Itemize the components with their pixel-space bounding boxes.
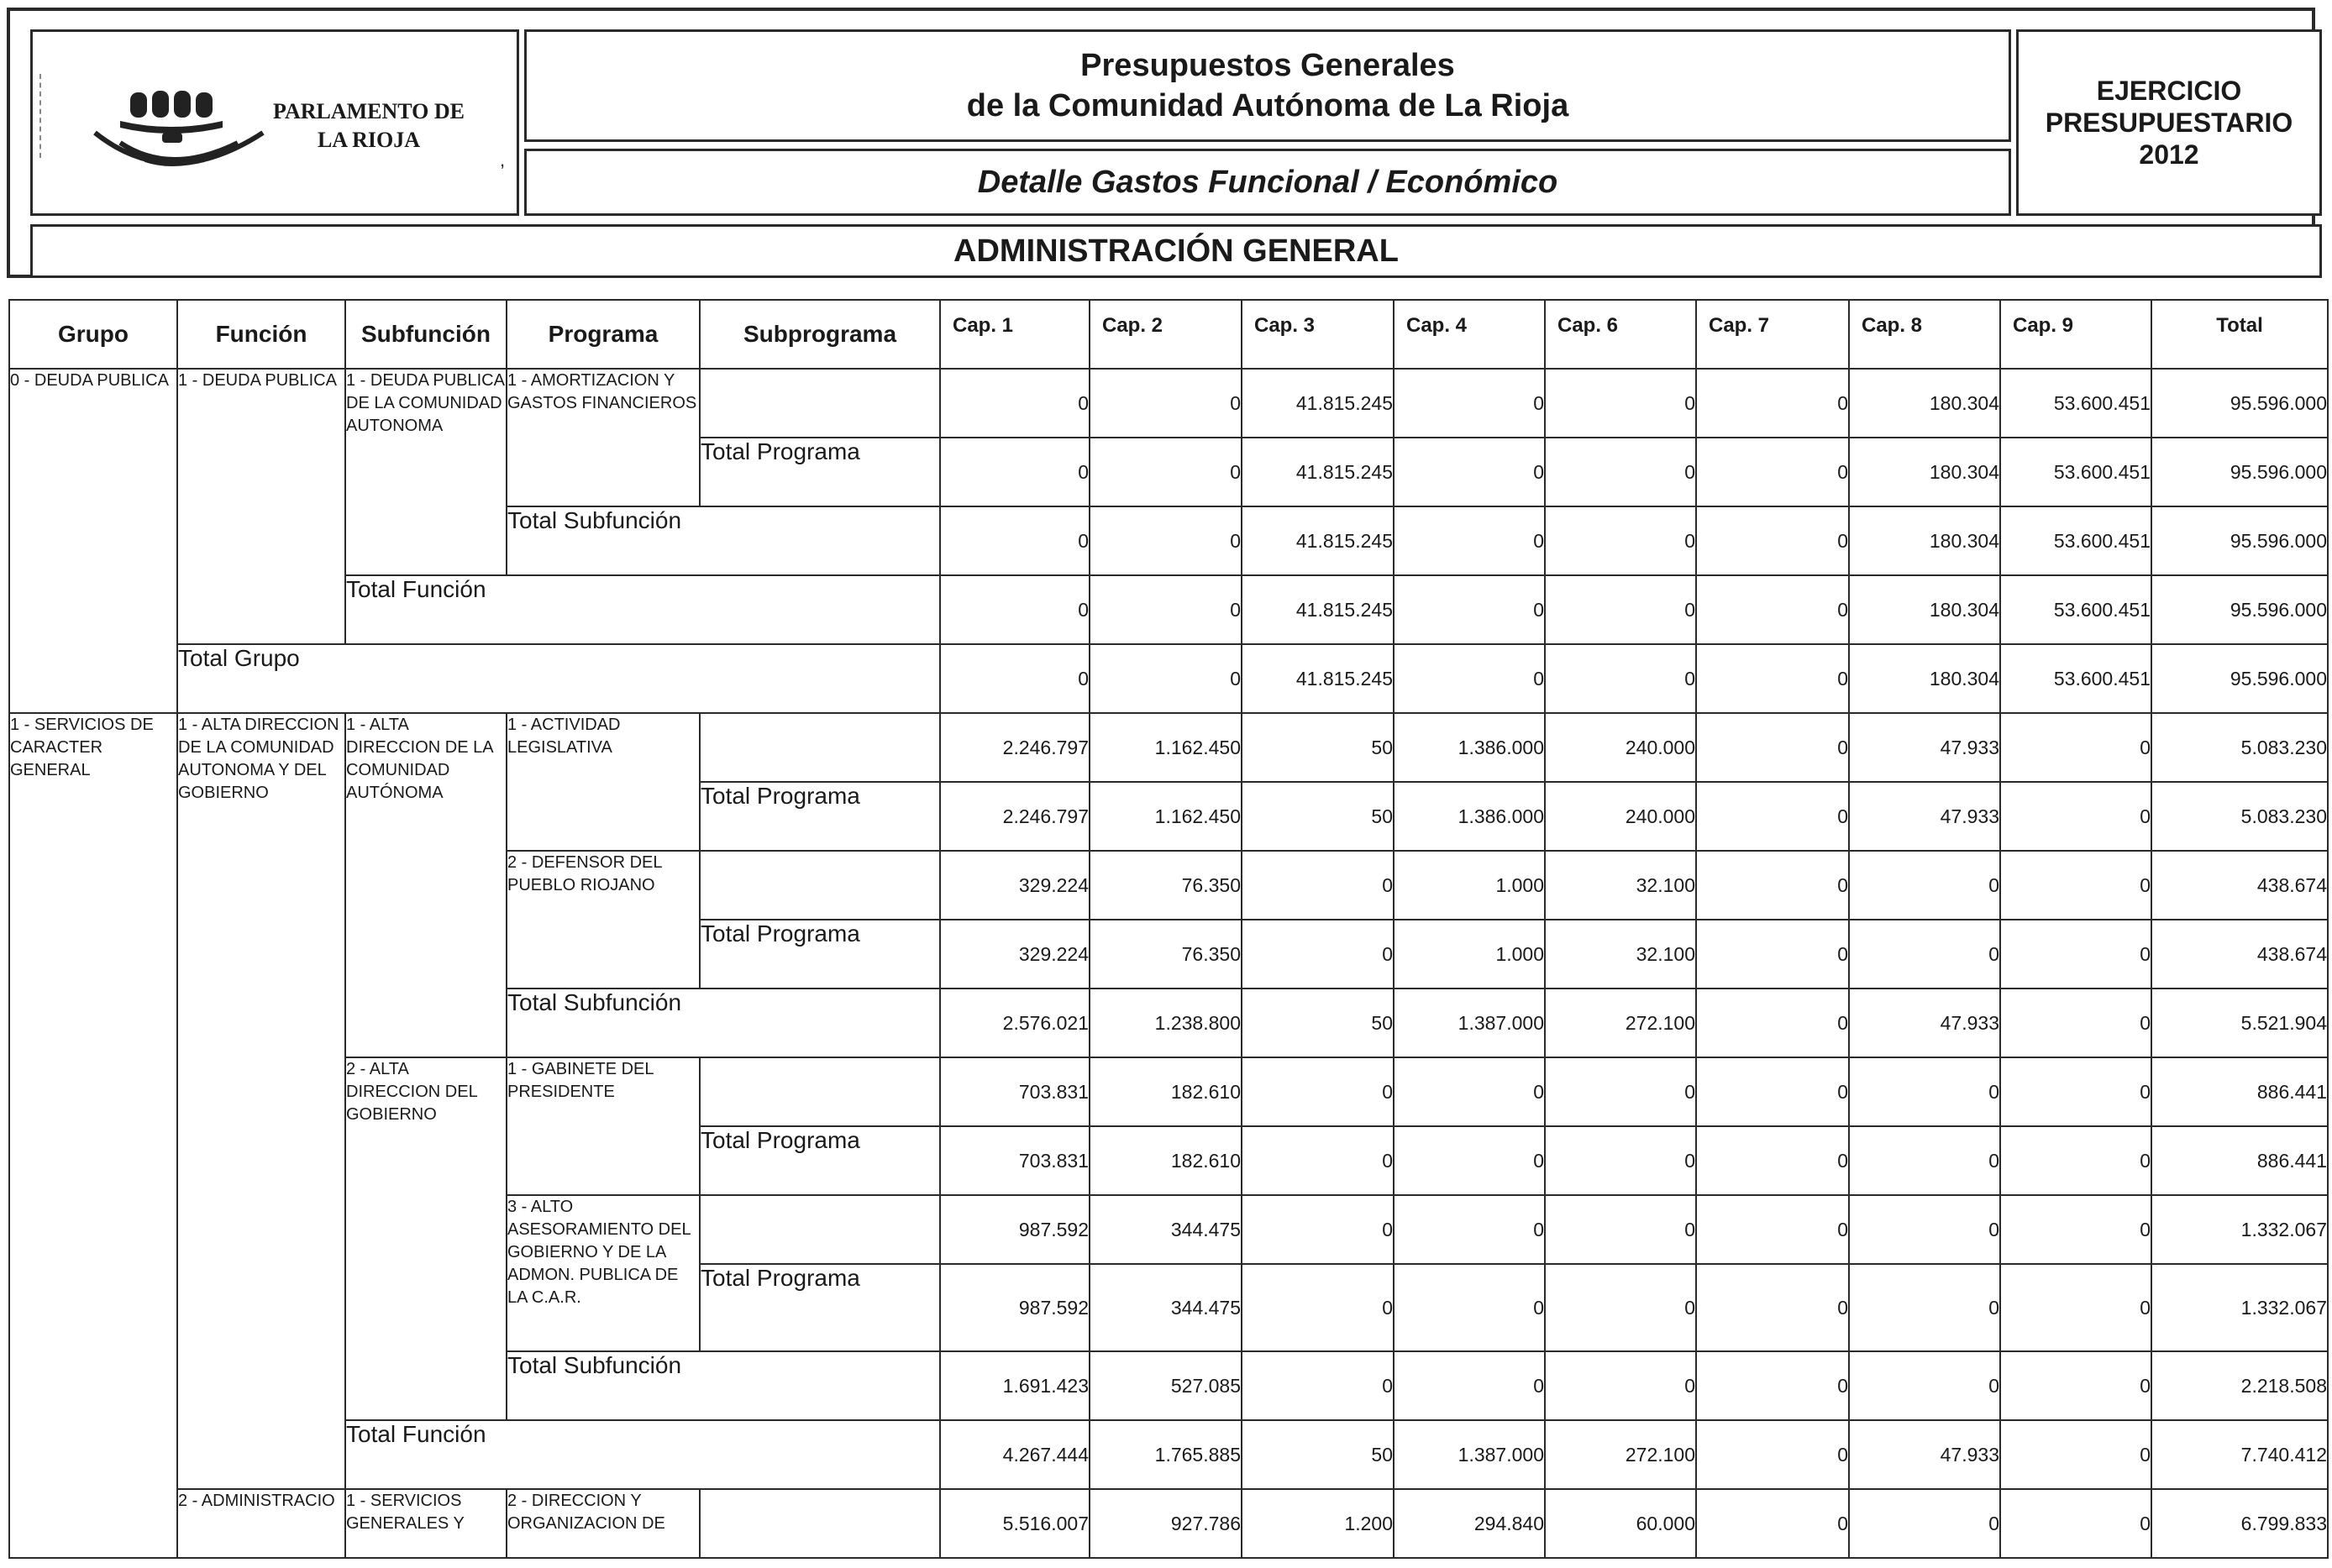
value-cell: 0 xyxy=(1849,1264,2000,1351)
subfuncion-cell: 1 - ALTA DIRECCION DE LA COMUNIDAD AUTÓNOMA xyxy=(345,713,507,1057)
value-cell: 180.304 xyxy=(1849,644,2000,713)
value-cell: 180.304 xyxy=(1849,369,2000,438)
grupo-cell: 0 - DEUDA PUBLICA xyxy=(9,369,177,713)
value-cell: 0 xyxy=(1849,1489,2000,1558)
table-row xyxy=(9,575,2328,644)
total-programa-label: Total Programa xyxy=(700,920,940,989)
value-cell: 53.600.451 xyxy=(2000,369,2151,438)
col-header-cap4: Cap. 4 xyxy=(1394,300,1545,369)
value-cell: 0 xyxy=(1242,851,1394,920)
table-row xyxy=(9,1057,2328,1126)
value-cell: 0 xyxy=(1394,575,1545,644)
value-cell: 0 xyxy=(2000,713,2151,782)
value-cell: 987.592 xyxy=(940,1264,1090,1351)
section-panel xyxy=(30,224,2322,278)
year-line-2: PRESUPUESTARIO xyxy=(2045,108,2293,138)
subfuncion-cell: 1 - DEUDA PUBLICA DE LA COMUNIDAD AUTONOMA xyxy=(345,369,507,575)
value-cell: 987.592 xyxy=(940,1195,1090,1264)
col-header-subfuncion: Subfunción xyxy=(345,300,507,369)
value-cell: 0 xyxy=(1545,644,1696,713)
total-subfuncion-label: Total Subfunción xyxy=(507,989,940,1057)
total-cell: 95.596.000 xyxy=(2151,644,2328,713)
value-cell: 0 xyxy=(1696,1195,1849,1264)
value-cell: 4.267.444 xyxy=(940,1420,1090,1489)
value-cell: 47.933 xyxy=(1849,1420,2000,1489)
subfuncion-cell: 1 - SERVICIOS GENERALES Y xyxy=(345,1489,507,1558)
value-cell: 47.933 xyxy=(1849,989,2000,1057)
total-cell: 7.740.412 xyxy=(2151,1420,2328,1489)
value-cell: 0 xyxy=(1696,1057,1849,1126)
total-funcion-label: Total Función xyxy=(345,1420,940,1489)
title-line-1: Presupuestos Generales xyxy=(1080,48,1455,83)
programa-cell: 2 - DEFENSOR DEL PUEBLO RIOJANO xyxy=(507,851,700,989)
col-header-funcion: Función xyxy=(177,300,345,369)
value-cell: 0 xyxy=(1394,1126,1545,1195)
col-header-cap2: Cap. 2 xyxy=(1090,300,1242,369)
value-cell: 0 xyxy=(1545,1126,1696,1195)
value-cell: 5.516.007 xyxy=(940,1489,1090,1558)
col-header-subprograma: Subprograma xyxy=(700,300,940,369)
parliament-logo-icon xyxy=(87,84,271,185)
total-cell: 438.674 xyxy=(2151,851,2328,920)
grupo-cell: 1 - SERVICIOS DE CARACTER GENERAL xyxy=(9,713,177,1558)
subprograma-cell xyxy=(700,1057,940,1126)
total-cell: 95.596.000 xyxy=(2151,575,2328,644)
value-cell: 41.815.245 xyxy=(1242,644,1394,713)
value-cell: 2.246.797 xyxy=(940,713,1090,782)
value-cell: 1.162.450 xyxy=(1090,713,1242,782)
col-header-cap9: Cap. 9 xyxy=(2000,300,2151,369)
total-cell: 886.441 xyxy=(2151,1126,2328,1195)
value-cell: 0 xyxy=(2000,1057,2151,1126)
total-cell: 6.799.833 xyxy=(2151,1489,2328,1558)
value-cell: 0 xyxy=(1242,1057,1394,1126)
value-cell: 0 xyxy=(1394,644,1545,713)
value-cell: 0 xyxy=(1696,1264,1849,1351)
value-cell: 294.840 xyxy=(1394,1489,1545,1558)
value-cell: 1.162.450 xyxy=(1090,782,1242,851)
value-cell: 0 xyxy=(1849,1126,2000,1195)
subprograma-cell xyxy=(700,1489,940,1558)
total-cell: 5.083.230 xyxy=(2151,713,2328,782)
table-row xyxy=(9,713,2328,782)
value-cell: 0 xyxy=(2000,782,2151,851)
value-cell: 76.350 xyxy=(1090,920,1242,989)
table-row xyxy=(9,1489,2328,1558)
value-cell: 1.691.423 xyxy=(940,1351,1090,1420)
value-cell: 180.304 xyxy=(1849,506,2000,575)
value-cell: 1.765.885 xyxy=(1090,1420,1242,1489)
value-cell: 0 xyxy=(1696,851,1849,920)
value-cell: 0 xyxy=(1849,851,2000,920)
value-cell: 1.386.000 xyxy=(1394,713,1545,782)
value-cell: 1.386.000 xyxy=(1394,782,1545,851)
col-header-grupo: Grupo xyxy=(9,300,177,369)
value-cell: 50 xyxy=(1242,1420,1394,1489)
value-cell: 0 xyxy=(2000,1489,2151,1558)
value-cell: 0 xyxy=(1242,920,1394,989)
value-cell: 0 xyxy=(1090,438,1242,506)
value-cell: 0 xyxy=(1849,1057,2000,1126)
value-cell: 32.100 xyxy=(1545,851,1696,920)
value-cell: 240.000 xyxy=(1545,782,1696,851)
value-cell: 0 xyxy=(1242,1195,1394,1264)
value-cell: 41.815.245 xyxy=(1242,369,1394,438)
value-cell: 0 xyxy=(1545,369,1696,438)
year-value: 2012 xyxy=(2139,139,2199,170)
value-cell: 76.350 xyxy=(1090,851,1242,920)
value-cell: 50 xyxy=(1242,713,1394,782)
total-grupo-label: Total Grupo xyxy=(177,644,940,713)
total-subfuncion-label: Total Subfunción xyxy=(507,506,940,575)
value-cell: 0 xyxy=(1242,1264,1394,1351)
value-cell: 47.933 xyxy=(1849,782,2000,851)
total-cell: 1.332.067 xyxy=(2151,1195,2328,1264)
value-cell: 0 xyxy=(1394,438,1545,506)
value-cell: 0 xyxy=(1394,1264,1545,1351)
funcion-cell: 2 - ADMINISTRACIO xyxy=(177,1489,345,1558)
col-header-total: Total xyxy=(2151,300,2328,369)
value-cell: 1.000 xyxy=(1394,851,1545,920)
fiscal-year-panel xyxy=(2016,29,2322,216)
value-cell: 53.600.451 xyxy=(2000,644,2151,713)
title-panel xyxy=(524,29,2011,142)
value-cell: 0 xyxy=(1696,782,1849,851)
value-cell: 703.831 xyxy=(940,1126,1090,1195)
total-cell: 5.083.230 xyxy=(2151,782,2328,851)
value-cell: 527.085 xyxy=(1090,1351,1242,1420)
value-cell: 53.600.451 xyxy=(2000,438,2151,506)
value-cell: 50 xyxy=(1242,782,1394,851)
total-cell: 438.674 xyxy=(2151,920,2328,989)
value-cell: 0 xyxy=(1545,575,1696,644)
total-cell: 95.596.000 xyxy=(2151,438,2328,506)
total-programa-label: Total Programa xyxy=(700,1264,940,1351)
value-cell: 0 xyxy=(1545,438,1696,506)
value-cell: 0 xyxy=(1090,506,1242,575)
org-name-line-2: LA RIOJA xyxy=(317,128,421,152)
value-cell: 0 xyxy=(1545,1264,1696,1351)
value-cell: 0 xyxy=(2000,1420,2151,1489)
value-cell: 0 xyxy=(1696,644,1849,713)
section-title: ADMINISTRACIÓN GENERAL xyxy=(953,233,1399,269)
value-cell: 2.246.797 xyxy=(940,782,1090,851)
value-cell: 0 xyxy=(1090,644,1242,713)
value-cell: 0 xyxy=(2000,920,2151,989)
value-cell: 0 xyxy=(1696,1489,1849,1558)
value-cell: 0 xyxy=(1696,506,1849,575)
value-cell: 2.576.021 xyxy=(940,989,1090,1057)
value-cell: 0 xyxy=(1394,1057,1545,1126)
total-cell: 2.218.508 xyxy=(2151,1351,2328,1420)
value-cell: 1.387.000 xyxy=(1394,989,1545,1057)
funcion-cell: 1 - ALTA DIRECCION DE LA COMUNIDAD AUTONOMA Y DEL GOBIERNO xyxy=(177,713,345,1489)
value-cell: 0 xyxy=(1696,438,1849,506)
programa-cell: 2 - DIRECCION Y ORGANIZACION DE xyxy=(507,1489,700,1558)
value-cell: 60.000 xyxy=(1545,1489,1696,1558)
value-cell: 0 xyxy=(940,644,1090,713)
value-cell: 53.600.451 xyxy=(2000,506,2151,575)
value-cell: 0 xyxy=(1394,369,1545,438)
value-cell: 0 xyxy=(1545,1195,1696,1264)
value-cell: 32.100 xyxy=(1545,920,1696,989)
value-cell: 0 xyxy=(1696,575,1849,644)
total-cell: 886.441 xyxy=(2151,1057,2328,1126)
total-programa-label: Total Programa xyxy=(700,438,940,506)
value-cell: 272.100 xyxy=(1545,1420,1696,1489)
col-header-cap3: Cap. 3 xyxy=(1242,300,1394,369)
value-cell: 0 xyxy=(1242,1351,1394,1420)
total-funcion-label: Total Función xyxy=(345,575,940,644)
value-cell: 0 xyxy=(940,506,1090,575)
value-cell: 0 xyxy=(1090,575,1242,644)
document-header xyxy=(7,8,2315,278)
programa-cell: 3 - ALTO ASESORAMIENTO DEL GOBIERNO Y DE LA ADMON. PUBLICA DE LA C.A.R. xyxy=(507,1195,700,1351)
org-name-line-1: PARLAMENTO DE xyxy=(273,99,465,123)
subprograma-cell xyxy=(700,713,940,782)
value-cell: 0 xyxy=(940,438,1090,506)
table-row xyxy=(9,369,2328,438)
value-cell: 47.933 xyxy=(1849,713,2000,782)
value-cell: 0 xyxy=(1696,369,1849,438)
title-line-2: de la Comunidad Autónoma de La Rioja xyxy=(966,88,1569,123)
value-cell: 182.610 xyxy=(1090,1126,1242,1195)
value-cell: 41.815.245 xyxy=(1242,506,1394,575)
value-cell: 0 xyxy=(1545,1057,1696,1126)
value-cell: 182.610 xyxy=(1090,1057,1242,1126)
col-header-cap8: Cap. 8 xyxy=(1849,300,2000,369)
value-cell: 50 xyxy=(1242,989,1394,1057)
value-cell: 0 xyxy=(940,575,1090,644)
total-cell: 1.332.067 xyxy=(2151,1264,2328,1351)
subtitle: Detalle Gastos Funcional / Económico xyxy=(977,164,1558,200)
total-programa-label: Total Programa xyxy=(700,782,940,851)
value-cell: 0 xyxy=(1242,1126,1394,1195)
value-cell: 0 xyxy=(2000,989,2151,1057)
logo-panel xyxy=(30,29,519,216)
value-cell: 0 xyxy=(1696,920,1849,989)
programa-cell: 1 - GABINETE DEL PRESIDENTE xyxy=(507,1057,700,1195)
value-cell: 53.600.451 xyxy=(2000,575,2151,644)
table-row xyxy=(9,644,2328,713)
value-cell: 1.000 xyxy=(1394,920,1545,989)
value-cell: 180.304 xyxy=(1849,575,2000,644)
total-cell: 5.521.904 xyxy=(2151,989,2328,1057)
total-subfuncion-label: Total Subfunción xyxy=(507,1351,940,1420)
value-cell: 0 xyxy=(1090,369,1242,438)
subprograma-cell xyxy=(700,851,940,920)
value-cell: 329.224 xyxy=(940,920,1090,989)
value-cell: 0 xyxy=(2000,851,2151,920)
value-cell: 41.815.245 xyxy=(1242,575,1394,644)
value-cell: 0 xyxy=(1394,1351,1545,1420)
col-header-cap1: Cap. 1 xyxy=(940,300,1090,369)
value-cell: 240.000 xyxy=(1545,713,1696,782)
table-row xyxy=(9,1420,2328,1489)
total-programa-label: Total Programa xyxy=(700,1126,940,1195)
col-header-cap6: Cap. 6 xyxy=(1545,300,1696,369)
subprograma-cell xyxy=(700,369,940,438)
programa-cell: 1 - AMORTIZACION Y GASTOS FINANCIEROS xyxy=(507,369,700,506)
subfuncion-cell: 2 - ALTA DIRECCION DEL GOBIERNO xyxy=(345,1057,507,1420)
total-cell: 95.596.000 xyxy=(2151,369,2328,438)
scan-mark: , xyxy=(500,149,506,170)
value-cell: 0 xyxy=(1394,506,1545,575)
value-cell: 0 xyxy=(2000,1351,2151,1420)
value-cell: 0 xyxy=(2000,1264,2151,1351)
value-cell: 0 xyxy=(2000,1126,2151,1195)
year-line-1: EJERCICIO xyxy=(2096,76,2242,106)
value-cell: 0 xyxy=(1696,989,1849,1057)
value-cell: 0 xyxy=(2000,1195,2151,1264)
value-cell: 927.786 xyxy=(1090,1489,1242,1558)
value-cell: 1.238.800 xyxy=(1090,989,1242,1057)
funcion-cell: 1 - DEUDA PUBLICA xyxy=(177,369,345,644)
scan-margin-mark xyxy=(39,74,41,158)
value-cell: 180.304 xyxy=(1849,438,2000,506)
value-cell: 0 xyxy=(1545,1351,1696,1420)
col-header-cap7: Cap. 7 xyxy=(1696,300,1849,369)
programa-cell: 1 - ACTIVIDAD LEGISLATIVA xyxy=(507,713,700,851)
organization-name xyxy=(260,97,478,155)
value-cell: 344.475 xyxy=(1090,1195,1242,1264)
value-cell: 0 xyxy=(1394,1195,1545,1264)
value-cell: 1.200 xyxy=(1242,1489,1394,1558)
value-cell: 0 xyxy=(1849,920,2000,989)
value-cell: 272.100 xyxy=(1545,989,1696,1057)
value-cell: 0 xyxy=(1545,506,1696,575)
value-cell: 0 xyxy=(1696,1351,1849,1420)
value-cell: 1.387.000 xyxy=(1394,1420,1545,1489)
budget-table xyxy=(8,299,2329,1559)
value-cell: 329.224 xyxy=(940,851,1090,920)
value-cell: 0 xyxy=(1696,1126,1849,1195)
table-header-row xyxy=(9,300,2328,369)
col-header-programa: Programa xyxy=(507,300,700,369)
value-cell: 0 xyxy=(1849,1195,2000,1264)
value-cell: 0 xyxy=(1696,713,1849,782)
subtitle-panel xyxy=(524,149,2011,216)
value-cell: 0 xyxy=(1849,1351,2000,1420)
total-cell: 95.596.000 xyxy=(2151,506,2328,575)
value-cell: 703.831 xyxy=(940,1057,1090,1126)
value-cell: 0 xyxy=(1696,1420,1849,1489)
value-cell: 344.475 xyxy=(1090,1264,1242,1351)
subprograma-cell xyxy=(700,1195,940,1264)
value-cell: 41.815.245 xyxy=(1242,438,1394,506)
value-cell: 0 xyxy=(940,369,1090,438)
